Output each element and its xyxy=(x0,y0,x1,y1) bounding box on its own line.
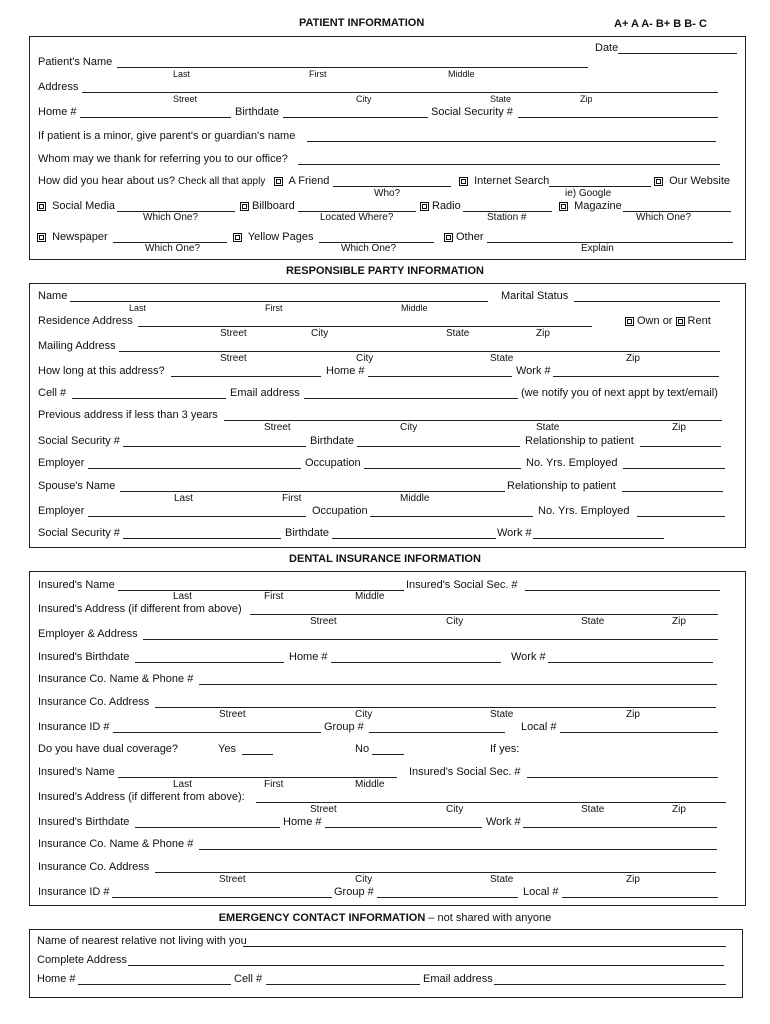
spouse-ssn-label: Social Security # xyxy=(38,527,120,539)
explain-sublabel: Explain xyxy=(581,243,614,254)
patient-name-label: Patient's Name xyxy=(38,56,113,68)
group2-field[interactable] xyxy=(377,897,518,898)
website-label: Our Website xyxy=(669,175,730,187)
state-sublabel: State xyxy=(490,874,514,885)
ins-home-label: Home # xyxy=(289,651,328,663)
zip-sublabel: Zip xyxy=(626,874,640,885)
marital-label: Marital Status xyxy=(501,290,569,302)
zip-sublabel: Zip xyxy=(672,804,686,815)
friend-label: A Friend xyxy=(288,175,330,187)
spouse-occupation-field[interactable] xyxy=(370,516,533,517)
yellow-label: Yellow Pages xyxy=(247,231,314,243)
dual-no-field[interactable] xyxy=(372,754,404,755)
responsible-section-title: RESPONSIBLE PARTY INFORMATION xyxy=(285,265,484,277)
complete-address-label: Complete Address xyxy=(37,954,127,966)
rp-home-label: Home # xyxy=(326,365,365,377)
group-field[interactable] xyxy=(369,732,505,733)
own-rent-options xyxy=(625,315,711,327)
dual-label: Do you have dual coverage? xyxy=(38,743,179,755)
emergency-title: EMERGENCY CONTACT INFORMATION xyxy=(218,912,426,924)
street-sublabel: Street xyxy=(220,328,247,339)
how-long-field[interactable] xyxy=(171,376,321,377)
co-name-label: Insurance Co. Name & Phone # xyxy=(38,673,194,685)
relationship-field[interactable] xyxy=(640,446,721,447)
em-email-label: Email address xyxy=(423,973,493,985)
internet-label: Internet Search xyxy=(474,175,550,187)
insured2-birthdate-label: Insured's Birthdate xyxy=(38,816,130,828)
magazine-label: Magazine xyxy=(574,200,622,212)
relative-field[interactable] xyxy=(243,946,726,947)
referral-label: Whom may we thank for referring you to our office? xyxy=(38,153,288,165)
yrs-field[interactable] xyxy=(623,468,725,469)
insured-ssn-field[interactable] xyxy=(525,590,720,591)
who-sublabel: Who? xyxy=(374,188,401,199)
first-sublabel: First xyxy=(264,779,284,790)
last-sublabel: Last xyxy=(173,779,192,790)
relative-label: Name of nearest relative not living with you xyxy=(37,935,247,947)
city-sublabel: City xyxy=(400,422,418,433)
spouse-label: Spouse's Name xyxy=(38,480,116,492)
last-sublabel: Last xyxy=(173,69,191,79)
spouse-birthdate-field[interactable] xyxy=(332,538,496,539)
rp-ssn-label: Social Security # xyxy=(38,435,120,447)
spouse-yrs-field[interactable] xyxy=(637,516,725,517)
ins2-id-label: Insurance ID # xyxy=(38,886,110,898)
first-sublabel: First xyxy=(309,69,327,79)
social-label: Social Media xyxy=(52,200,116,212)
co-address-field[interactable] xyxy=(155,707,716,708)
co2-name-field[interactable] xyxy=(199,849,717,850)
checkbox-icon[interactable] xyxy=(459,177,468,186)
ins-home-field[interactable] xyxy=(331,662,501,663)
spouse-field[interactable] xyxy=(120,491,505,492)
hear-label xyxy=(38,175,265,187)
emergency-section-title xyxy=(0,912,770,924)
checkbox-icon[interactable] xyxy=(420,202,429,211)
group2-label: Group # xyxy=(334,886,374,898)
checkbox-icon[interactable] xyxy=(274,177,283,186)
which-one-sublabel: Which One? xyxy=(143,212,199,223)
ins2-work-field[interactable] xyxy=(523,827,717,828)
station-sublabel: Station # xyxy=(487,212,527,223)
internet-field[interactable] xyxy=(549,186,651,187)
first-sublabel: First xyxy=(264,591,284,602)
insured2-address-field[interactable] xyxy=(256,802,726,803)
co-name-field[interactable] xyxy=(199,684,717,685)
city-sublabel: City xyxy=(446,804,464,815)
spouse-employer-field[interactable] xyxy=(88,516,306,517)
state-sublabel: State xyxy=(581,804,605,815)
local2-label: Local # xyxy=(523,886,559,898)
em-cell-field[interactable] xyxy=(266,984,420,985)
checkbox-icon[interactable] xyxy=(240,202,249,211)
insured-address-label: Insured's Address (if different from above) xyxy=(38,603,242,615)
dual-yes-field[interactable] xyxy=(242,754,273,755)
social-option[interactable] xyxy=(37,200,115,212)
checkbox-icon[interactable] xyxy=(559,202,568,211)
notify-note: (we notify you of next appt by text/email) xyxy=(521,387,718,399)
occupation-label: Occupation xyxy=(305,457,361,469)
rp-birthdate-field[interactable] xyxy=(357,446,520,447)
em-cell-label: Cell # xyxy=(234,973,263,985)
last-sublabel: Last xyxy=(129,303,147,313)
insured2-birthdate-field[interactable] xyxy=(135,827,280,828)
insurance-box xyxy=(29,571,746,906)
street-sublabel: Street xyxy=(173,94,198,104)
checkbox-icon[interactable] xyxy=(444,233,453,242)
city-sublabel: City xyxy=(355,874,373,885)
insurance-section-title: DENTAL INSURANCE INFORMATION xyxy=(289,553,481,565)
patient-box xyxy=(29,36,746,260)
first-sublabel: First xyxy=(282,493,302,504)
email-label: Email address xyxy=(230,387,300,399)
insured-address-field[interactable] xyxy=(250,614,718,615)
city-sublabel: City xyxy=(355,709,373,720)
birthdate-field[interactable] xyxy=(283,117,428,118)
rp-work-label: Work # xyxy=(516,365,551,377)
insured-birthdate-field[interactable] xyxy=(135,662,284,663)
group-label: Group # xyxy=(324,721,364,733)
ins-id-label: Insurance ID # xyxy=(38,721,110,733)
patient-name-field[interactable] xyxy=(117,67,588,68)
which-one-sublabel: Which One? xyxy=(636,212,692,223)
referral-field[interactable] xyxy=(298,164,720,165)
birthdate-label: Birthdate xyxy=(235,106,280,118)
minor-label: If patient is a minor, give parent's or guardian's name xyxy=(38,130,296,142)
complete-address-field[interactable] xyxy=(128,965,724,966)
check-all-note: Check all that apply xyxy=(178,176,266,187)
previous-field[interactable] xyxy=(224,420,722,421)
insured2-ssn-label: Insured's Social Sec. # xyxy=(409,766,521,778)
state-sublabel: State xyxy=(490,94,512,104)
date-label: Date xyxy=(595,42,619,54)
guardian-field[interactable] xyxy=(307,141,716,142)
dual-yes-label: Yes xyxy=(218,743,236,755)
local2-field[interactable] xyxy=(562,897,718,898)
ins2-home-label: Home # xyxy=(283,816,322,828)
co2-address-field[interactable] xyxy=(155,872,716,873)
spouse-employer-label: Employer xyxy=(38,505,85,517)
city-sublabel: City xyxy=(311,328,329,339)
spouse-birthdate-label: Birthdate xyxy=(285,527,330,539)
state-sublabel: State xyxy=(490,353,514,364)
mailing-label: Mailing Address xyxy=(38,340,116,352)
own-checkbox[interactable] xyxy=(625,317,634,326)
checkbox-icon[interactable] xyxy=(37,233,46,242)
marital-field[interactable] xyxy=(574,301,720,302)
em-home-field[interactable] xyxy=(78,984,231,985)
email-field[interactable] xyxy=(304,398,518,399)
ins2-id-field[interactable] xyxy=(112,897,332,898)
rent-checkbox[interactable] xyxy=(676,317,685,326)
home-label: Home # xyxy=(38,106,77,118)
newspaper-option[interactable] xyxy=(37,231,108,243)
spouse-relationship-label: Relationship to patient xyxy=(507,480,616,492)
state-sublabel: State xyxy=(536,422,560,433)
google-sublabel: ie) Google xyxy=(565,188,612,199)
mailing-field[interactable] xyxy=(119,351,720,352)
hear-question: How did you hear about us? xyxy=(38,175,175,187)
checkbox-icon[interactable] xyxy=(37,202,46,211)
newspaper-label: Newspaper xyxy=(52,231,108,243)
rp-name-field[interactable] xyxy=(70,301,488,302)
relationship-label: Relationship to patient xyxy=(525,435,634,447)
state-sublabel: State xyxy=(490,709,514,720)
street-sublabel: Street xyxy=(310,616,337,627)
spouse-work-label: Work # xyxy=(497,527,532,539)
rp-home-field[interactable] xyxy=(368,376,512,377)
ins2-home-field[interactable] xyxy=(325,827,482,828)
cell-label: Cell # xyxy=(38,387,67,399)
city-sublabel: City xyxy=(356,94,372,104)
street-sublabel: Street xyxy=(219,709,246,720)
spouse-relationship-field[interactable] xyxy=(622,491,723,492)
home-field[interactable] xyxy=(80,117,231,118)
which-one-sublabel: Which One? xyxy=(341,243,397,254)
ssn-field[interactable] xyxy=(518,117,718,118)
or-label: or xyxy=(662,315,673,327)
insured-ssn-label: Insured's Social Sec. # xyxy=(406,579,518,591)
rp-name-label: Name xyxy=(38,290,68,302)
yrs-label: No. Yrs. Employed xyxy=(526,457,618,469)
previous-label: Previous address if less than 3 years xyxy=(38,409,218,421)
friend-option[interactable] xyxy=(274,175,329,187)
zip-sublabel: Zip xyxy=(672,422,686,433)
middle-sublabel: Middle xyxy=(355,591,385,602)
occupation-field[interactable] xyxy=(364,468,521,469)
middle-sublabel: Middle xyxy=(355,779,385,790)
co-address-label: Insurance Co. Address xyxy=(38,696,150,708)
employer-address-field[interactable] xyxy=(143,639,718,640)
checkbox-icon[interactable] xyxy=(233,233,242,242)
employer-label: Employer xyxy=(38,457,85,469)
insured2-name-label: Insured's Name xyxy=(38,766,115,778)
em-home-label: Home # xyxy=(37,973,76,985)
insured2-name-field[interactable] xyxy=(118,777,397,778)
address-label: Address xyxy=(38,81,79,93)
date-field[interactable] xyxy=(618,53,737,54)
how-long-label: How long at this address? xyxy=(38,365,165,377)
last-sublabel: Last xyxy=(173,591,192,602)
checkbox-icon[interactable] xyxy=(654,177,663,186)
city-sublabel: City xyxy=(446,616,464,627)
state-sublabel: State xyxy=(581,616,605,627)
city-sublabel: City xyxy=(356,353,374,364)
residence-label: Residence Address xyxy=(38,315,133,327)
own-label: Own xyxy=(637,315,660,327)
spouse-yrs-label: No. Yrs. Employed xyxy=(538,505,630,517)
radio-option[interactable] xyxy=(420,200,461,212)
zip-sublabel: Zip xyxy=(626,353,640,364)
radio-label: Radio xyxy=(432,200,461,212)
other-option[interactable] xyxy=(444,231,484,243)
friend-field[interactable] xyxy=(333,186,451,187)
zip-sublabel: Zip xyxy=(536,328,550,339)
spouse-ssn-field[interactable] xyxy=(123,538,281,539)
internet-option[interactable] xyxy=(459,175,549,187)
insured-birthdate-label: Insured's Birthdate xyxy=(38,651,130,663)
rent-label: Rent xyxy=(687,315,711,327)
billboard-option[interactable] xyxy=(240,200,295,212)
em-email-field[interactable] xyxy=(494,984,726,985)
magazine-option[interactable] xyxy=(559,200,622,212)
insured2-address-label: Insured's Address (if different from above): xyxy=(38,791,245,803)
billboard-label: Billboard xyxy=(252,200,295,212)
ssn-label: Social Security # xyxy=(431,106,513,118)
middle-sublabel: Middle xyxy=(400,493,430,504)
patient-section-title: PATIENT INFORMATION xyxy=(299,17,425,29)
located-sublabel: Located Where? xyxy=(320,212,394,223)
street-sublabel: Street xyxy=(310,804,337,815)
employer-field[interactable] xyxy=(88,468,301,469)
last-sublabel: Last xyxy=(174,493,193,504)
street-sublabel: Street xyxy=(264,422,291,433)
ins-id-field[interactable] xyxy=(113,732,321,733)
address-field[interactable] xyxy=(82,92,718,93)
spouse-occupation-label: Occupation xyxy=(312,505,368,517)
zip-sublabel: Zip xyxy=(580,94,593,104)
yellow-option[interactable] xyxy=(233,231,314,243)
local-field[interactable] xyxy=(560,732,718,733)
insured2-ssn-field[interactable] xyxy=(527,777,718,778)
dual-no-label: No xyxy=(355,743,370,755)
rp-ssn-field[interactable] xyxy=(123,446,306,447)
employer-address-label: Employer & Address xyxy=(38,628,138,640)
if-yes-label: If yes: xyxy=(490,743,520,755)
rp-work-field[interactable] xyxy=(553,376,719,377)
zip-sublabel: Zip xyxy=(626,709,640,720)
street-sublabel: Street xyxy=(220,353,247,364)
other-label: Other xyxy=(456,231,484,243)
website-option[interactable] xyxy=(654,175,730,187)
local-label: Local # xyxy=(521,721,557,733)
middle-sublabel: Middle xyxy=(448,69,475,79)
co2-name-label: Insurance Co. Name & Phone # xyxy=(38,838,194,850)
street-sublabel: Street xyxy=(219,874,246,885)
residence-field[interactable] xyxy=(138,326,592,327)
grade-scale: A+ A A- B+ B B- C xyxy=(614,18,707,30)
co2-address-label: Insurance Co. Address xyxy=(38,861,150,873)
rp-birthdate-label: Birthdate xyxy=(310,435,355,447)
ins-work-field[interactable] xyxy=(548,662,713,663)
ins2-work-label: Work # xyxy=(486,816,521,828)
which-one-sublabel: Which One? xyxy=(145,243,201,254)
middle-sublabel: Middle xyxy=(401,303,428,313)
state-sublabel: State xyxy=(446,328,470,339)
emergency-note: – not shared with anyone xyxy=(425,912,552,924)
spouse-work-field[interactable] xyxy=(533,538,664,539)
ins-work-label: Work # xyxy=(511,651,546,663)
insured-name-label: Insured's Name xyxy=(38,579,115,591)
cell-field[interactable] xyxy=(72,398,226,399)
first-sublabel: First xyxy=(265,303,283,313)
zip-sublabel: Zip xyxy=(672,616,686,627)
